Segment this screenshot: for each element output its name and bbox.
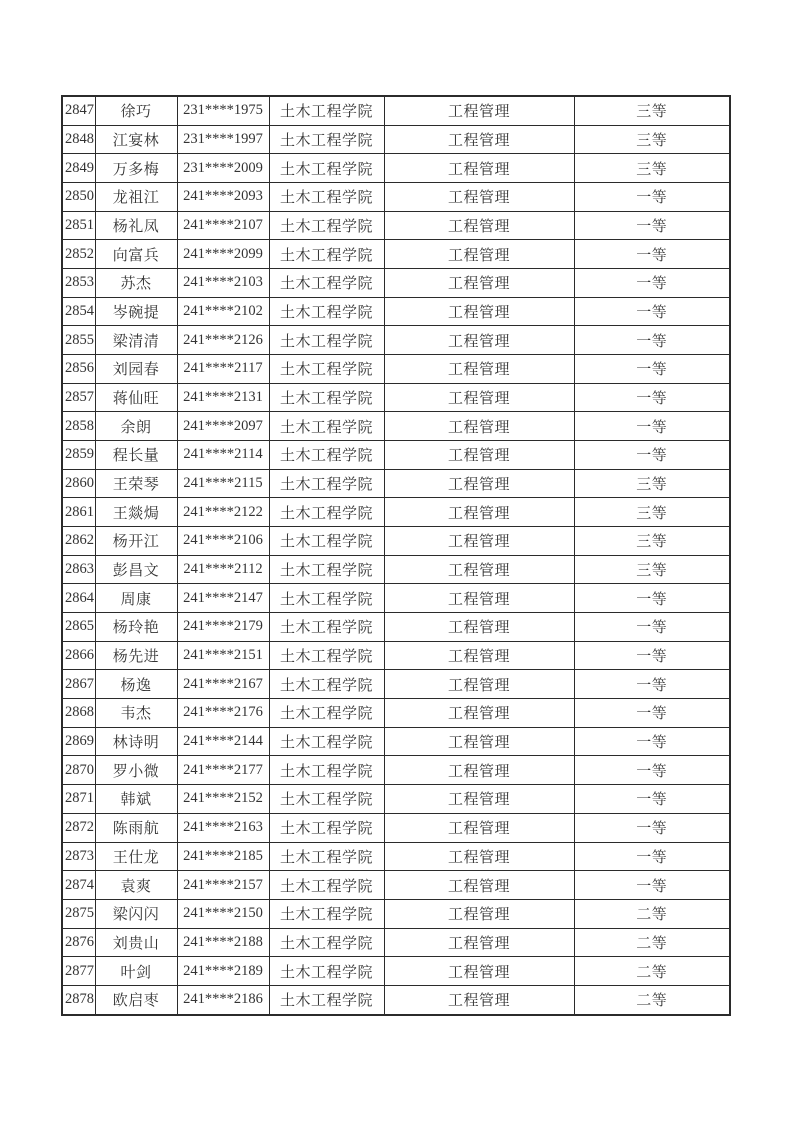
- table-row: [62, 297, 730, 326]
- table-row: [62, 498, 730, 527]
- student-id-cell: 241****2163: [177, 813, 269, 842]
- table-row: [62, 641, 730, 670]
- major-cell: 工程管理: [384, 297, 574, 326]
- table-row: [62, 326, 730, 355]
- award-level-cell: 二等: [574, 957, 730, 986]
- student-name-cell: 韦杰: [95, 699, 177, 728]
- college-cell: 土木工程学院: [269, 326, 384, 355]
- student-id-cell: 241****2115: [177, 469, 269, 498]
- student-name-cell: 王仕龙: [95, 842, 177, 871]
- sequence-number-cell: 2852: [62, 240, 95, 269]
- table-row: [62, 813, 730, 842]
- sequence-number-cell: 2851: [62, 211, 95, 240]
- student-id-cell: 241****2107: [177, 211, 269, 240]
- award-level-cell: 三等: [574, 555, 730, 584]
- major-cell: 工程管理: [384, 383, 574, 412]
- award-level-cell: 一等: [574, 412, 730, 441]
- student-id-cell: 241****2106: [177, 527, 269, 556]
- college-cell: 土木工程学院: [269, 756, 384, 785]
- major-cell: 工程管理: [384, 785, 574, 814]
- student-id-cell: 241****2147: [177, 584, 269, 613]
- major-cell: 工程管理: [384, 670, 574, 699]
- award-level-cell: 一等: [574, 183, 730, 212]
- student-id-cell: 241****2150: [177, 899, 269, 928]
- college-cell: 土木工程学院: [269, 441, 384, 470]
- student-id-cell: 241****2152: [177, 785, 269, 814]
- award-level-cell: 一等: [574, 269, 730, 298]
- major-cell: 工程管理: [384, 899, 574, 928]
- table-row: [62, 871, 730, 900]
- table-row: [62, 441, 730, 470]
- major-cell: 工程管理: [384, 125, 574, 154]
- sequence-number-cell: 2853: [62, 269, 95, 298]
- student-name-cell: 罗小微: [95, 756, 177, 785]
- student-id-cell: 241****2099: [177, 240, 269, 269]
- student-id-cell: 231****1997: [177, 125, 269, 154]
- major-cell: 工程管理: [384, 469, 574, 498]
- major-cell: 工程管理: [384, 613, 574, 642]
- major-cell: 工程管理: [384, 584, 574, 613]
- sequence-number-cell: 2849: [62, 154, 95, 183]
- college-cell: 土木工程学院: [269, 383, 384, 412]
- sequence-number-cell: 2873: [62, 842, 95, 871]
- table-row: [62, 785, 730, 814]
- student-name-cell: 岑碗提: [95, 297, 177, 326]
- student-name-cell: 龙祖江: [95, 183, 177, 212]
- college-cell: 土木工程学院: [269, 412, 384, 441]
- student-name-cell: 刘贵山: [95, 928, 177, 957]
- major-cell: 工程管理: [384, 355, 574, 384]
- student-name-cell: 刘园春: [95, 355, 177, 384]
- student-name-cell: 彭昌文: [95, 555, 177, 584]
- student-id-cell: 241****2167: [177, 670, 269, 699]
- award-level-cell: 一等: [574, 813, 730, 842]
- major-cell: 工程管理: [384, 985, 574, 1015]
- table-row: [62, 584, 730, 613]
- student-name-cell: 欧启枣: [95, 985, 177, 1015]
- major-cell: 工程管理: [384, 555, 574, 584]
- award-level-cell: 三等: [574, 469, 730, 498]
- table-row: [62, 727, 730, 756]
- student-id-cell: 241****2176: [177, 699, 269, 728]
- student-name-cell: 徐巧: [95, 96, 177, 125]
- college-cell: 土木工程学院: [269, 355, 384, 384]
- college-cell: 土木工程学院: [269, 527, 384, 556]
- student-id-cell: 241****2122: [177, 498, 269, 527]
- sequence-number-cell: 2861: [62, 498, 95, 527]
- student-name-cell: 杨礼凤: [95, 211, 177, 240]
- student-name-cell: 叶剑: [95, 957, 177, 986]
- student-id-cell: 241****2131: [177, 383, 269, 412]
- sequence-number-cell: 2857: [62, 383, 95, 412]
- student-name-cell: 陈雨航: [95, 813, 177, 842]
- major-cell: 工程管理: [384, 699, 574, 728]
- award-level-cell: 一等: [574, 727, 730, 756]
- college-cell: 土木工程学院: [269, 154, 384, 183]
- college-cell: 土木工程学院: [269, 727, 384, 756]
- award-level-cell: 一等: [574, 211, 730, 240]
- table-row: [62, 269, 730, 298]
- table-row: [62, 985, 730, 1015]
- award-level-cell: 一等: [574, 785, 730, 814]
- award-table-body: [62, 96, 730, 1015]
- table-row: [62, 96, 730, 125]
- sequence-number-cell: 2874: [62, 871, 95, 900]
- major-cell: 工程管理: [384, 211, 574, 240]
- table-row: [62, 928, 730, 957]
- college-cell: 土木工程学院: [269, 211, 384, 240]
- student-name-cell: 周康: [95, 584, 177, 613]
- major-cell: 工程管理: [384, 412, 574, 441]
- award-level-cell: 一等: [574, 383, 730, 412]
- major-cell: 工程管理: [384, 269, 574, 298]
- student-id-cell: 241****2157: [177, 871, 269, 900]
- student-id-cell: 241****2126: [177, 326, 269, 355]
- student-id-cell: 241****2114: [177, 441, 269, 470]
- award-level-cell: 一等: [574, 641, 730, 670]
- student-name-cell: 杨玲艳: [95, 613, 177, 642]
- student-id-cell: 241****2186: [177, 985, 269, 1015]
- college-cell: 土木工程学院: [269, 985, 384, 1015]
- award-level-cell: 三等: [574, 498, 730, 527]
- college-cell: 土木工程学院: [269, 813, 384, 842]
- college-cell: 土木工程学院: [269, 957, 384, 986]
- sequence-number-cell: 2870: [62, 756, 95, 785]
- major-cell: 工程管理: [384, 326, 574, 355]
- table-row: [62, 240, 730, 269]
- sequence-number-cell: 2875: [62, 899, 95, 928]
- table-row: [62, 183, 730, 212]
- award-level-cell: 二等: [574, 985, 730, 1015]
- sequence-number-cell: 2848: [62, 125, 95, 154]
- table-row: [62, 699, 730, 728]
- student-id-cell: 241****2112: [177, 555, 269, 584]
- major-cell: 工程管理: [384, 641, 574, 670]
- award-level-cell: 二等: [574, 899, 730, 928]
- student-name-cell: 梁闪闪: [95, 899, 177, 928]
- college-cell: 土木工程学院: [269, 928, 384, 957]
- table-row: [62, 670, 730, 699]
- table-row: [62, 756, 730, 785]
- college-cell: 土木工程学院: [269, 125, 384, 154]
- sequence-number-cell: 2856: [62, 355, 95, 384]
- table-row: [62, 125, 730, 154]
- student-name-cell: 梁清清: [95, 326, 177, 355]
- sequence-number-cell: 2869: [62, 727, 95, 756]
- sequence-number-cell: 2866: [62, 641, 95, 670]
- college-cell: 土木工程学院: [269, 96, 384, 125]
- sequence-number-cell: 2872: [62, 813, 95, 842]
- sequence-number-cell: 2864: [62, 584, 95, 613]
- student-id-cell: 241****2102: [177, 297, 269, 326]
- award-level-cell: 一等: [574, 584, 730, 613]
- award-level-cell: 一等: [574, 297, 730, 326]
- student-name-cell: 杨先进: [95, 641, 177, 670]
- award-level-cell: 一等: [574, 326, 730, 355]
- award-level-cell: 一等: [574, 441, 730, 470]
- student-name-cell: 万多梅: [95, 154, 177, 183]
- sequence-number-cell: 2871: [62, 785, 95, 814]
- college-cell: 土木工程学院: [269, 498, 384, 527]
- student-id-cell: 241****2093: [177, 183, 269, 212]
- major-cell: 工程管理: [384, 154, 574, 183]
- student-id-cell: 241****2177: [177, 756, 269, 785]
- major-cell: 工程管理: [384, 527, 574, 556]
- student-name-cell: 余朗: [95, 412, 177, 441]
- student-name-cell: 袁爽: [95, 871, 177, 900]
- student-name-cell: 杨开江: [95, 527, 177, 556]
- student-name-cell: 蒋仙旺: [95, 383, 177, 412]
- table-row: [62, 154, 730, 183]
- award-level-cell: 三等: [574, 125, 730, 154]
- college-cell: 土木工程学院: [269, 269, 384, 298]
- college-cell: 土木工程学院: [269, 183, 384, 212]
- major-cell: 工程管理: [384, 183, 574, 212]
- major-cell: 工程管理: [384, 842, 574, 871]
- sequence-number-cell: 2859: [62, 441, 95, 470]
- college-cell: 土木工程学院: [269, 871, 384, 900]
- student-id-cell: 231****1975: [177, 96, 269, 125]
- sequence-number-cell: 2863: [62, 555, 95, 584]
- student-id-cell: 241****2179: [177, 613, 269, 642]
- table-row: [62, 899, 730, 928]
- table-row: [62, 613, 730, 642]
- sequence-number-cell: 2862: [62, 527, 95, 556]
- sequence-number-cell: 2877: [62, 957, 95, 986]
- award-table: [61, 95, 731, 1016]
- college-cell: 土木工程学院: [269, 641, 384, 670]
- award-level-cell: 三等: [574, 96, 730, 125]
- sequence-number-cell: 2855: [62, 326, 95, 355]
- major-cell: 工程管理: [384, 240, 574, 269]
- college-cell: 土木工程学院: [269, 842, 384, 871]
- student-id-cell: 241****2188: [177, 928, 269, 957]
- table-row: [62, 842, 730, 871]
- major-cell: 工程管理: [384, 957, 574, 986]
- college-cell: 土木工程学院: [269, 785, 384, 814]
- student-id-cell: 241****2151: [177, 641, 269, 670]
- sequence-number-cell: 2868: [62, 699, 95, 728]
- award-level-cell: 一等: [574, 756, 730, 785]
- college-cell: 土木工程学院: [269, 584, 384, 613]
- sequence-number-cell: 2860: [62, 469, 95, 498]
- award-level-cell: 一等: [574, 871, 730, 900]
- major-cell: 工程管理: [384, 928, 574, 957]
- sequence-number-cell: 2850: [62, 183, 95, 212]
- college-cell: 土木工程学院: [269, 555, 384, 584]
- student-id-cell: 241****2189: [177, 957, 269, 986]
- student-id-cell: 241****2185: [177, 842, 269, 871]
- college-cell: 土木工程学院: [269, 899, 384, 928]
- award-level-cell: 一等: [574, 699, 730, 728]
- sequence-number-cell: 2854: [62, 297, 95, 326]
- award-level-cell: 二等: [574, 928, 730, 957]
- table-row: [62, 469, 730, 498]
- college-cell: 土木工程学院: [269, 699, 384, 728]
- college-cell: 土木工程学院: [269, 670, 384, 699]
- student-name-cell: 苏杰: [95, 269, 177, 298]
- student-name-cell: 向富兵: [95, 240, 177, 269]
- sequence-number-cell: 2847: [62, 96, 95, 125]
- sequence-number-cell: 2867: [62, 670, 95, 699]
- award-level-cell: 一等: [574, 355, 730, 384]
- student-id-cell: 231****2009: [177, 154, 269, 183]
- student-name-cell: 程长量: [95, 441, 177, 470]
- student-name-cell: 江宴林: [95, 125, 177, 154]
- table-row: [62, 527, 730, 556]
- table-row: [62, 555, 730, 584]
- student-name-cell: 韩斌: [95, 785, 177, 814]
- table-row: [62, 383, 730, 412]
- award-level-cell: 一等: [574, 842, 730, 871]
- student-id-cell: 241****2144: [177, 727, 269, 756]
- sequence-number-cell: 2876: [62, 928, 95, 957]
- student-name-cell: 王荣琴: [95, 469, 177, 498]
- major-cell: 工程管理: [384, 441, 574, 470]
- college-cell: 土木工程学院: [269, 240, 384, 269]
- sequence-number-cell: 2878: [62, 985, 95, 1015]
- table-row: [62, 957, 730, 986]
- major-cell: 工程管理: [384, 756, 574, 785]
- award-level-cell: 三等: [574, 527, 730, 556]
- major-cell: 工程管理: [384, 727, 574, 756]
- college-cell: 土木工程学院: [269, 297, 384, 326]
- major-cell: 工程管理: [384, 498, 574, 527]
- student-id-cell: 241****2117: [177, 355, 269, 384]
- table-row: [62, 211, 730, 240]
- student-name-cell: 王燚焗: [95, 498, 177, 527]
- sequence-number-cell: 2865: [62, 613, 95, 642]
- student-id-cell: 241****2103: [177, 269, 269, 298]
- sequence-number-cell: 2858: [62, 412, 95, 441]
- award-level-cell: 一等: [574, 613, 730, 642]
- award-level-cell: 一等: [574, 670, 730, 699]
- student-name-cell: 杨逸: [95, 670, 177, 699]
- major-cell: 工程管理: [384, 871, 574, 900]
- award-level-cell: 一等: [574, 240, 730, 269]
- major-cell: 工程管理: [384, 96, 574, 125]
- major-cell: 工程管理: [384, 813, 574, 842]
- table-row: [62, 412, 730, 441]
- college-cell: 土木工程学院: [269, 469, 384, 498]
- student-id-cell: 241****2097: [177, 412, 269, 441]
- student-name-cell: 林诗明: [95, 727, 177, 756]
- award-level-cell: 三等: [574, 154, 730, 183]
- college-cell: 土木工程学院: [269, 613, 384, 642]
- table-row: [62, 355, 730, 384]
